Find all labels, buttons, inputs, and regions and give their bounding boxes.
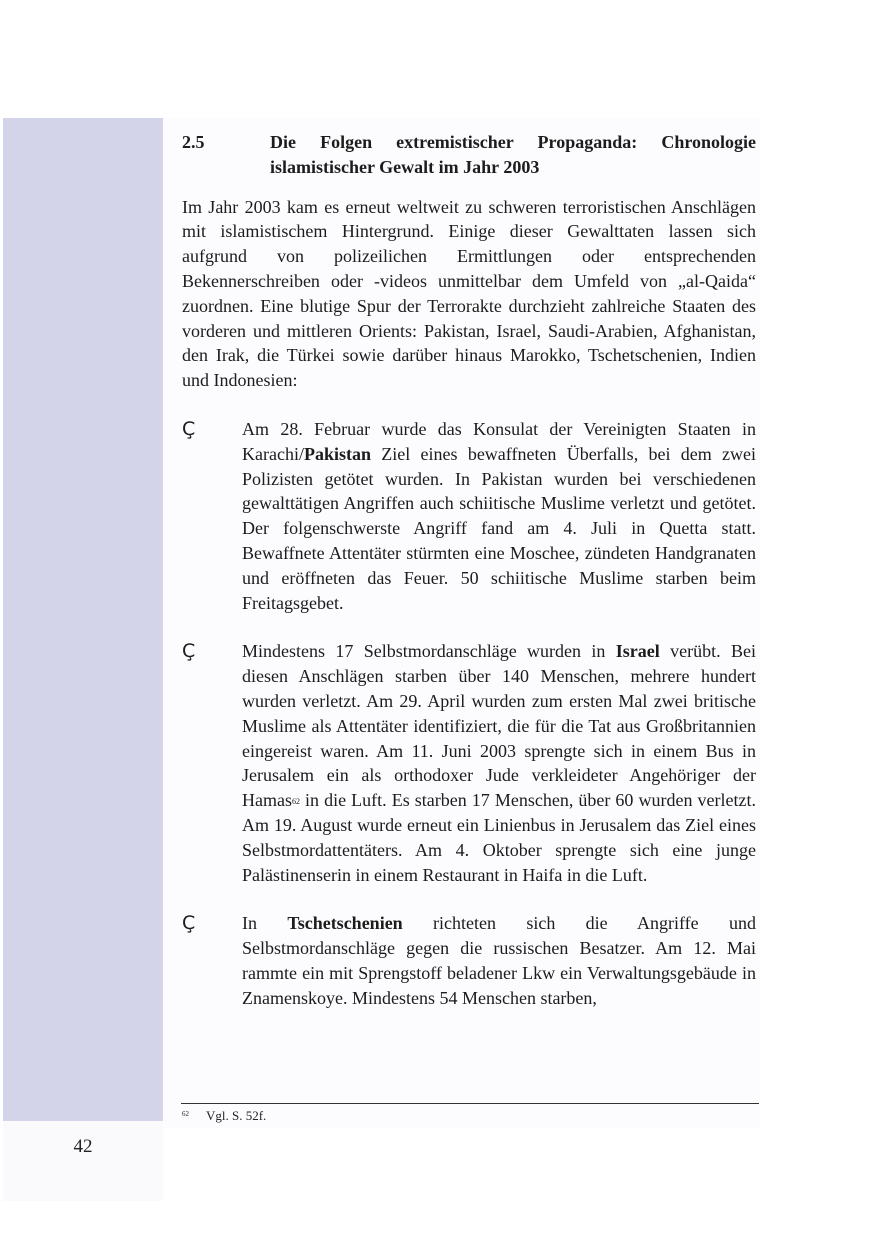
section-number: 2.5 bbox=[182, 132, 205, 152]
list-item-text: Am 28. Februar wurde das Konsulat der Vereinigten Staaten in Karachi/Pakistan Ziel eines bewaffneten Überfalls, bei dem zwei Polizisten getötet wurden. In Pakistan wurden bei verschiedenen gewalttätigen Angriffen auch schiitische Muslime verletzt und getötet. Der folgenschwerste Angriff fand am 4. Juli in Quetta statt. Bewaffnete Attentäter stürmten eine Moschee, zündeten Handgranaten und eröffneten das Feuer. 50 schiitische Muslime starben beim Freitagsgebet. bbox=[242, 418, 756, 613]
list-item-text: In Tschetschenien richteten sich die Angriffe und Selbstmordanschläge gegen die russischen Besatzer. Am 12. Mai rammte ein mit Sprengstoff beladener Lkw ein Verwaltungsgebäude in Znamenskoye. Mindestens 54 Menschen starben, bbox=[242, 913, 756, 1008]
list-item-text: Mindestens 17 Selbstmordanschläge wurden in Israel verübt. Bei diesen Anschlägen starben über 140 Menschen, mehrere hundert wurden verletzt. Am 29. April wurden zum ersten Mal zwei britische Muslime als Attentäter identifiziert, die für die Tat aus Großbritannien eingereist waren. Am 11. Juni 2003 sprengte sich in einem Bus in Jerusalem ein als orthodoxer Jude verkleideter Angehöriger der Hamas$^{62}$ in die Luft. Es starben 17 Menschen, über 60 wurden verletzt. Am 19. August wurde erneut ein Linienbus in Jerusalem das Ziel eines Selbstmordattentäters. Am 4. Oktober sprengte sich eine junge Palästinenserin in einem Restaurant in Haifa in die Luft. bbox=[242, 641, 756, 885]
list-item bbox=[182, 639, 756, 887]
intro-paragraph: Im Jahr 2003 kam es erneut weltweit zu schweren terroristischen Anschlägen mit islamistischem Hintergrund. Einige dieser Gewalttaten lassen sich aufgrund von polizeilichen Ermittlungen oder entsprechenden Bekennerschreiben oder -videos unmittelbar dem Umfeld von „al-Qaida“ zuordnen. Eine blutige Spur der Terrorakte durchzieht zahlreiche Staaten des vorderen und mittleren Orients: Pakistan, Israel, Saudi-Arabien, Afghanistan, den Irak, die Türkei sowie darüber hinaus Marokko, Tschetschenien, Indien und Indonesien: bbox=[182, 196, 756, 391]
country-name: Pakistan bbox=[303, 443, 371, 464]
section-heading bbox=[182, 130, 756, 180]
bullet-marker: Ç bbox=[182, 417, 196, 440]
footnote-number: 62 bbox=[182, 1110, 189, 1118]
main-content bbox=[182, 130, 756, 1035]
sidebar-footer-area bbox=[3, 1121, 163, 1201]
list-item bbox=[182, 911, 756, 1010]
footnote-text: Vgl. S. 52f. bbox=[206, 1108, 267, 1123]
footnote-reference[interactable]: 62 bbox=[291, 797, 300, 807]
country-name: Israel bbox=[615, 641, 660, 662]
footnote bbox=[182, 1108, 266, 1124]
sidebar-band bbox=[3, 118, 163, 1121]
country-name: Tschetschenien bbox=[287, 913, 403, 934]
bullet-marker: Ç bbox=[182, 640, 196, 663]
footnote-divider bbox=[181, 1103, 759, 1104]
page-number: 42 bbox=[73, 1136, 93, 1157]
section-title: Die Folgen extremistischer Propaganda: Chronologie islamistischer Gewalt im Jahr 2003 bbox=[270, 132, 756, 177]
list-item bbox=[182, 417, 756, 615]
bullet-marker: Ç bbox=[182, 912, 196, 935]
